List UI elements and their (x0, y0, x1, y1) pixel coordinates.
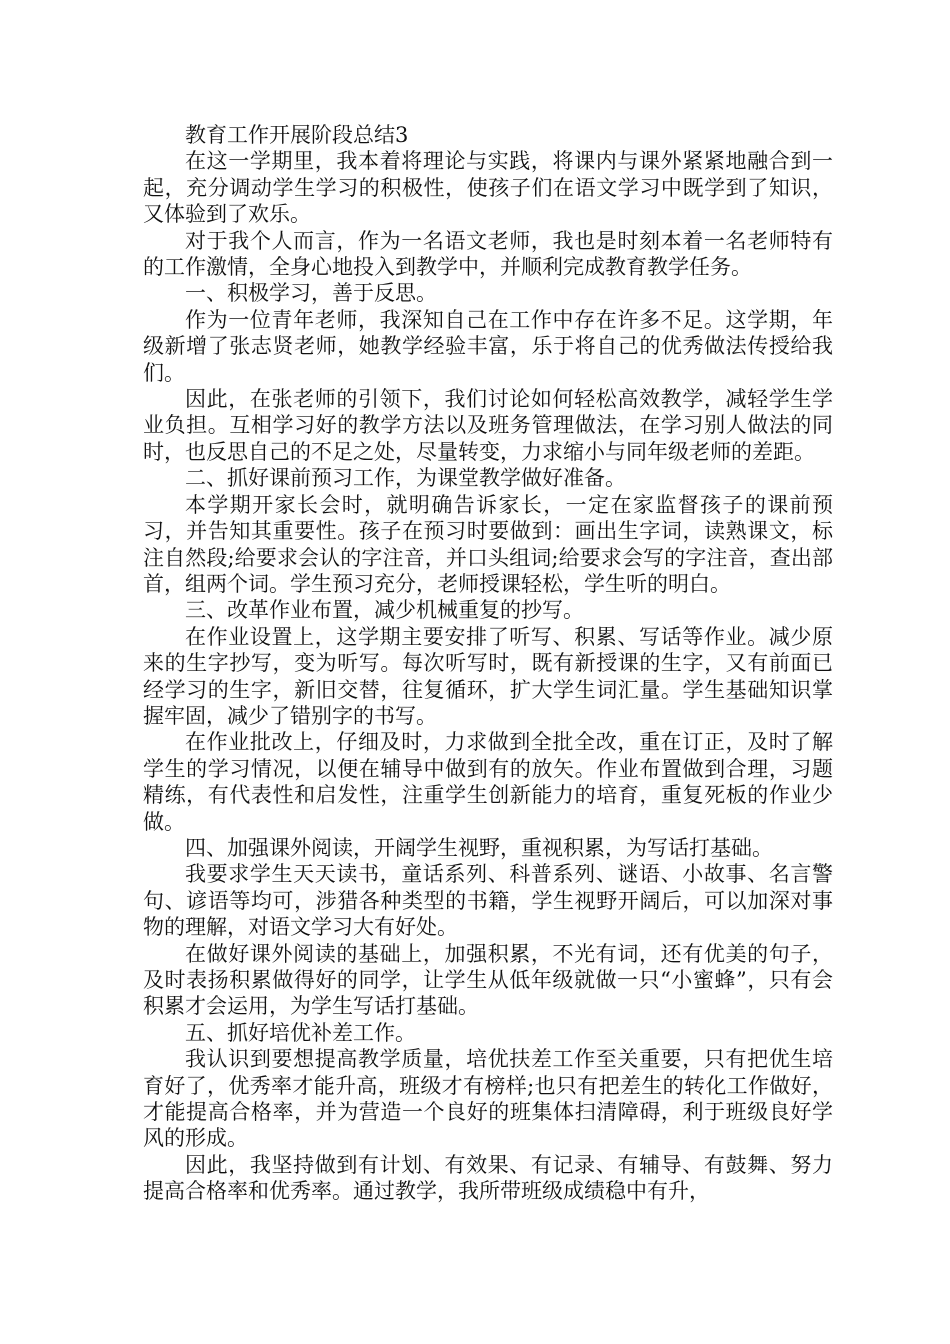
section-heading-3: 三、改革作业布置，减少机械重复的抄写。 (185, 598, 584, 623)
paragraph: 在作业批改上，仔细及时，力求做到全批全改，重在订正，及时了解学生的学习情况，以便在辅导中做到有的放矢。作业布置做到合理，习题精练，有代表性和启发性，注重学生创新能力的培育，重复死板的作业少做。 (143, 730, 833, 834)
section-heading-4: 四、加强课外阅读，开阔学生视野，重视积累，为写话打基础。 (185, 835, 773, 860)
document-title: 教育工作开展阶段总结3 (185, 123, 409, 147)
section-heading-5: 五、抓好培优补差工作。 (185, 1020, 416, 1045)
paragraph: 我认识到要想提高教学质量，培优扶差工作至关重要，只有把优生培育好了，优秀率才能升高，班级才有榜样;也只有把差生的转化工作做好，才能提高合格率，并为营造一个良好的班集体扫清障碍，利于班级良好学风的形成。 (143, 1047, 833, 1151)
paragraph: 我要求学生天天读书，童话系列、科普系列、谜语、小故事、名言警句、谚语等均可，涉猎各种类型的书籍，学生视野开阔后，可以加深对事物的理解，对语文学习大有好处。 (143, 862, 833, 940)
paragraph: 作为一位青年老师，我深知自己在工作中存在许多不足。这学期，年级新增了张志贤老师，她教学经验丰富，乐于将自己的优秀做法传授给我们。 (143, 307, 833, 385)
paragraph-intro: 在这一学期里，我本着将理论与实践，将课内与课外紧紧地融合到一起，充分调动学生学习的积极性，使孩子们在语文学习中既学到了知识，又体验到了欢乐。 (143, 149, 833, 227)
paragraph: 因此，在张老师的引领下，我们讨论如何轻松高效教学，减轻学生学业负担。互相学习好的教学方法以及班务管理做法，在学习别人做法的同时，也反思自己的不足之处，尽量转变，力求缩小与同年级老师的差距。 (143, 387, 833, 464)
section-heading-1: 一、积极学习，善于反思。 (185, 281, 437, 306)
paragraph: 因此，我坚持做到有计划、有效果、有记录、有辅导、有鼓舞、努力提高合格率和优秀率。通过教学，我所带班级成绩稳中有升， (143, 1152, 833, 1204)
paragraph: 在做好课外阅读的基础上，加强积累，不光有词，还有优美的句子，及时表扬积累做得好的同学，让学生从低年级就做一只“小蜜蜂”，只有会积累才会运用，为学生写话打基础。 (143, 941, 833, 1019)
document-page (143, 122, 833, 1205)
section-heading-2: 二、抓好课前预习工作，为课堂教学做好准备。 (185, 466, 626, 491)
paragraph: 本学期开家长会时，就明确告诉家长，一定在家监督孩子的课前预习，并告知其重要性。孩子在预习时要做到：画出生字词，读熟课文，标注自然段;给要求会认的字注音，并口头组词;给要求会写的字注音，查出部首，组两个词。学生预习充分，老师授课轻松，学生听的明白。 (143, 492, 833, 596)
paragraph-personal: 对于我个人而言，作为一名语文老师，我也是时刻本着一名老师特有的工作激情，全身心地投入到教学中，并顺利完成教育教学任务。 (143, 228, 833, 280)
paragraph: 在作业设置上，这学期主要安排了听写、积累、写话等作业。减少原来的生字抄写，变为听写。每次听写时，既有新授课的生字，又有前面已经学习的生字，新旧交替，往复循环，扩大学生词汇量。学生基础知识掌握牢固，减少了错别字的书写。 (143, 624, 833, 728)
